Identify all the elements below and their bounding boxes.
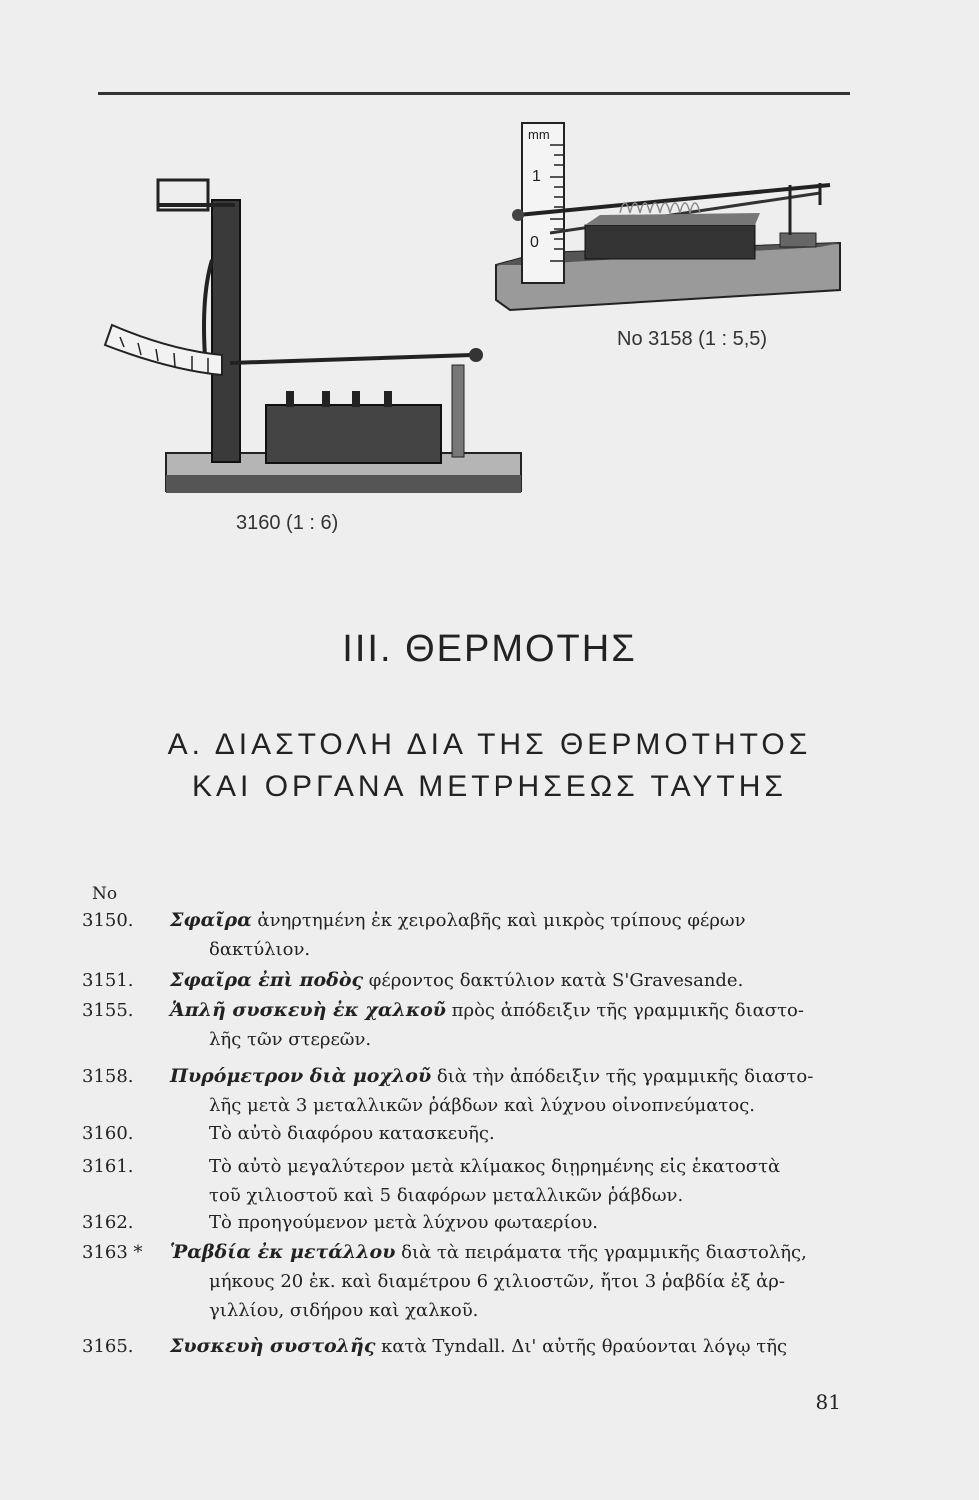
entry-continuation: λῆς μετὰ 3 μεταλλικῶν ῥάβδων καὶ λύχνου οἰνοπνεύματος. [209,1095,756,1116]
entry-lead: Συσκευὴ συστολῆς [170,1335,376,1357]
catalog-entry [82,906,852,964]
entry-number: 3150. [82,910,134,931]
lever-arm [230,355,472,363]
section-subtitle-line2: ΚΑΙ ΟΡΓΑΝΑ ΜΕΤΡΗΣΕΩΣ ΤΑΥΤΗΣ [192,770,787,803]
entry-lead: Σφαῖρα [170,909,252,931]
entry-lead: Ῥαβδία ἐκ μετάλλου [170,1241,396,1263]
entry-text: φέροντος δακτύλιον κατὰ S'Gravesande. [363,970,744,991]
entry-number: 3161. [82,1156,134,1177]
entry-text: Τὸ προηγούμενον μετὰ λύχνου φωταερίου. [209,1212,599,1233]
catalog-entry [82,1119,852,1148]
catalog-entry [82,1332,852,1361]
top-rule [98,92,850,95]
scale-mark-0: 0 [530,234,539,251]
figure-3160-caption: 3160 (1 : 6) [236,512,339,534]
scale-panel [522,123,564,283]
catalog-entry [82,996,852,1054]
entry-number: 3162. [82,1212,134,1233]
entry-continuation: τοῦ χιλιοστοῦ καὶ 5 διαφόρων μεταλλικῶν ῥάβδων. [209,1185,684,1206]
lamp-box [266,405,441,463]
entry-number: 3163 * [82,1242,143,1263]
entry-text: διὰ τὴν ἀπόδειξιν τῆς γραμμικῆς διαστο- [431,1066,814,1087]
entry-text: κατὰ Tyndall. Δι' αὐτῆς θραύονται λόγῳ τῆς [375,1336,788,1357]
entry-text: Τὸ αὐτὸ διαφόρου κατασκευῆς. [209,1123,495,1144]
section-subtitle-line1: Α. ΔΙΑΣΤΟΛΗ ΔΙΑ ΤΗΣ ΘΕΡΜΟΤΗΤΟΣ [167,728,812,761]
catalog-entry [82,1152,852,1210]
catalog-entry [82,966,852,995]
entry-number: 3165. [82,1336,134,1357]
entry-text: ἀνηρτημένη ἐκ χειρολαβῆς καὶ μικρὸς τρίπους φέρων [251,910,746,931]
page-number: 81 [815,1390,841,1414]
figure-3158-apparatus [490,115,850,325]
entry-text: διὰ τὰ πειράματα τῆς γραμμικῆς διαστολῆς, [395,1242,807,1263]
scale-unit-label: mm [528,127,550,142]
entry-number: 3155. [82,1000,134,1021]
entry-continuation: μήκους 20 ἑκ. καὶ διαμέτρου 6 χιλιοστῶν, ἤτοι 3 ῥαβδία ἐξ ἀρ- [209,1271,785,1292]
entry-number: 3160. [82,1123,134,1144]
entry-number: 3151. [82,970,134,991]
scale-mark-1: 1 [532,168,541,185]
entry-text: Τὸ αὐτὸ μεγαλύτερον μετὰ κλίμακος διῃρημένης εἰς ἑκατοστὰ [209,1156,781,1177]
entry-continuation-2: γιλλίου, σιδήρου καὶ χαλκοῦ. [209,1300,479,1321]
pyrometer-post [212,200,240,462]
entry-lead: Ἁπλῆ συσκευὴ ἐκ χαλκοῦ [170,999,446,1021]
catalog-entry [82,1238,852,1325]
entry-lead: Πυρόμετρον διὰ μοχλοῦ [170,1065,432,1087]
figure-3158-caption: No 3158 (1 : 5,5) [617,328,768,350]
entry-text: πρὸς ἀπόδειξιν τῆς γραμμικῆς διαστο- [445,1000,804,1021]
catalog-entry [82,1208,852,1237]
entry-number: 3158. [82,1066,134,1087]
entry-lead: Σφαῖρα ἐπὶ ποδὸς [170,969,364,991]
catalog-entry [82,1062,852,1120]
entry-continuation: λῆς τῶν στερεῶν. [209,1029,372,1050]
lamp-trough [585,225,755,259]
figure-3160-pyrometer [100,175,525,505]
section-title: III. ΘΕΡΜΟΤΗΣ [342,628,637,670]
number-column-label: No [92,884,118,904]
entry-continuation: δακτύλιον. [209,939,311,960]
